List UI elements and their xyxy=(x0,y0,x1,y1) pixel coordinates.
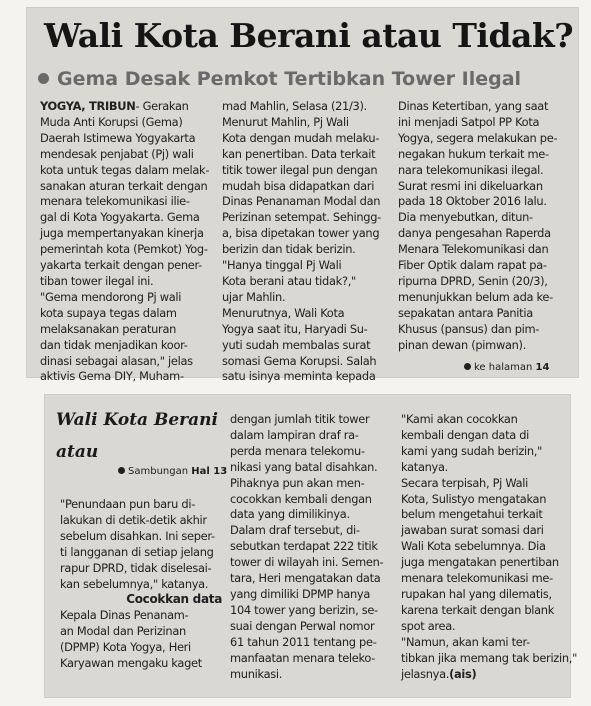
text-line: sebelum disahkan. Ini seper- xyxy=(60,528,215,543)
text-line: 104 tower yang berizin, se- xyxy=(230,602,378,617)
text-line: melaksanakan peraturan xyxy=(40,321,177,336)
text-line: mendesak penjabat (Pj) wali xyxy=(40,146,194,161)
continuation-column-3 xyxy=(401,412,578,682)
bullet-icon xyxy=(118,467,125,474)
text-line: Dinas Ketertiban, yang saat xyxy=(398,99,549,113)
article-subheadline xyxy=(38,66,521,92)
text-line: "Penundaan pun baru di- xyxy=(60,497,196,511)
text-line: ujar Mahlin. xyxy=(222,289,286,304)
text-line: "Hanya tinggal Pj Wali xyxy=(222,258,342,273)
text-line: ti langganan di setiap jelang xyxy=(60,544,214,559)
text-fragment: - Gerakan xyxy=(135,99,189,113)
continued-from-page: Hal 13 xyxy=(191,466,228,477)
text-line: Pihaknya pun akan men- xyxy=(230,475,365,490)
text-line: Dia menyebutkan, ditun- xyxy=(398,210,533,225)
text-line: Fiber Optik dalam rapat pa- xyxy=(398,258,547,273)
text-line: cocokkan kembali dengan xyxy=(230,491,372,506)
dateline: YOGYA, TRIBUN xyxy=(40,99,136,113)
text-line: kembali dengan data di xyxy=(401,427,530,442)
text-line: Kota dengan mudah melaku- xyxy=(222,130,380,145)
text-line xyxy=(40,99,216,115)
bullet-icon xyxy=(464,363,471,370)
text-line: yang dimiliki DPMP hanya xyxy=(230,586,371,601)
text-line: Yogya saat itu, Haryadi Su- xyxy=(222,321,368,336)
text-line: menunjukkan belum ada ke- xyxy=(398,289,553,304)
text-line: a, bisa dipetakan tower yang xyxy=(222,226,380,241)
text-line: juga mempertanyakan kinerja xyxy=(40,226,204,241)
text-line: kota supaya tegas dalam xyxy=(40,305,177,320)
text-line: titik tower ilegal pun dengan xyxy=(222,162,378,177)
text-line: "Kami akan cocokkan xyxy=(401,412,518,426)
subheadline-text: Gema Desak Pemkot Tertibkan Tower Ilegal xyxy=(57,68,522,90)
text-line: tibkan jika memang tak berizin," xyxy=(401,650,578,665)
text-line: lakukan di detik-detik akhir xyxy=(60,512,207,527)
text-line: berizin dan tidak berizin. xyxy=(222,242,356,257)
continued-from-text: Sambungan xyxy=(128,466,189,477)
text-line: perda menara telekomu- xyxy=(230,443,365,458)
text-line: menara telekomunikasi me- xyxy=(401,571,553,586)
text-line: dalam lampiran draf ra- xyxy=(230,427,359,442)
text-line: rapur DPRD, tidak diselesai- xyxy=(60,560,212,575)
text-line: manfaatan menara teleko- xyxy=(230,650,376,665)
continuation-headline-line1: Wali Kota Berani xyxy=(56,410,218,430)
text-line: dengan jumlah titik tower xyxy=(230,412,370,426)
continued-from-marker xyxy=(118,466,227,478)
text-line: dinasi sebagai alasan," jelas xyxy=(40,353,193,368)
text-line: suai dengan Perwal nomor xyxy=(230,618,375,633)
text-line: munikasi. xyxy=(230,666,283,681)
text-line: somasi Gema Korupsi. Salah xyxy=(222,353,377,368)
text-line: ripurna DPRD, Senin (20/3), xyxy=(398,273,548,288)
article-headline: Wali Kota Berani atau Tidak? xyxy=(44,16,574,55)
text-line: pemerintah kota (Pemkot) Yog- xyxy=(40,242,208,257)
text-line: kan sebelumnya," katanya. xyxy=(60,576,209,591)
text-line: negakan hukum terkait me- xyxy=(398,146,549,161)
article-column-3 xyxy=(398,99,570,354)
text-line: karena terkait dengan blank xyxy=(401,602,555,617)
text-line: Menurut Mahlin, Pj Wali xyxy=(222,114,349,129)
text-line: Yogya, segera melakukan pe- xyxy=(398,130,558,145)
continuation-column-1 xyxy=(60,497,226,672)
text-line: nara telekomunikasi ilegal. xyxy=(398,162,544,177)
text-line: Karyawan mengaku kaget xyxy=(60,656,202,671)
continuation-column-2 xyxy=(230,412,400,682)
text-line: Dalam draf tersebut, di- xyxy=(230,523,360,538)
text-line: nikasi yang batal disahkan. xyxy=(230,459,378,474)
continued-text: ke halaman xyxy=(474,362,533,373)
text-line: tiban tower ilegal ini. xyxy=(40,273,154,288)
continued-marker xyxy=(464,362,549,374)
text-line: Kepala Dinas Penanam- xyxy=(60,608,189,623)
text-line: yuti sudah membalas surat xyxy=(222,337,371,352)
text-line: tara, Heri mengatakan data xyxy=(230,571,381,586)
text-line: gal di Kota Yogyakarta. Gema xyxy=(40,210,200,225)
byline: (ais) xyxy=(449,666,477,681)
text-line: Dinas Penanaman Modal dan xyxy=(222,194,381,209)
text-line: satu isinya meminta kepada xyxy=(222,369,376,384)
text-line: 61 tahun 2011 tentang pe- xyxy=(230,634,377,649)
text-line: sepakatan antara Panitia xyxy=(398,305,533,320)
text-line: kami yang sudah berizin," xyxy=(401,443,543,458)
text-line: Muda Anti Korupsi (Gema) xyxy=(40,114,183,129)
text-line: mudah bisa didapatkan dari xyxy=(222,178,375,193)
text-line: Secara terpisah, Pj Wali xyxy=(401,475,528,490)
text-line: dan tidak menjadikan koor- xyxy=(40,337,188,352)
text-line: Kota, Sulistyo mengatakan xyxy=(401,491,547,506)
text-line: an Modal dan Perizinan xyxy=(60,624,186,639)
section-subhead: Cocokkan data xyxy=(126,592,222,607)
continuation-headline xyxy=(56,404,220,468)
text-line: juga mengatakan penertiban xyxy=(401,555,559,570)
text-line: spot area. xyxy=(401,618,456,633)
text-line: Menurutnya, Wali Kota xyxy=(222,305,345,320)
continuation-headline-line2: atau xyxy=(56,442,99,462)
text-line: yakarta terkait dengan pener- xyxy=(40,258,202,273)
text-line: ini menjadi Satpol PP Kota xyxy=(398,114,540,129)
text-line: katanya. xyxy=(401,459,448,474)
text-line: mad Mahlin, Selasa (21/3). xyxy=(222,99,367,113)
text-line: danya pengesahan Raperda xyxy=(398,226,551,241)
text-line: belum mengetahui terkait xyxy=(401,507,543,522)
article-column-2 xyxy=(222,99,394,385)
text-line: Menara Telekomunikasi dan xyxy=(398,242,549,257)
text-line: "Namun, akan kami ter- xyxy=(401,634,530,649)
text-line: (DPMP) Kota Yogya, Heri xyxy=(60,640,191,655)
text-line: pada 18 Oktober 2016 lalu. xyxy=(398,194,547,209)
text-line: Khusus (pansus) dan pim- xyxy=(398,321,540,336)
text-line: sanakan aturan terkait dengan xyxy=(40,178,208,193)
text-line: "Gema mendorong Pj wali xyxy=(40,289,182,304)
article-column-1 xyxy=(40,99,216,385)
text-line: aktivis Gema DIY, Muham- xyxy=(40,369,184,384)
text-line: kan penertiban. Data terkait xyxy=(222,146,376,161)
text-line: pinan dewan (pimwan). xyxy=(398,337,527,352)
continued-page: 14 xyxy=(535,362,550,373)
text-line: menara telekomunikasi ilie- xyxy=(40,194,190,209)
text-line: rupakan hal yang dilematis, xyxy=(401,586,552,601)
text-line: Kota berani atau tidak?," xyxy=(222,273,356,288)
text-line: jelasnya.(ais) xyxy=(401,666,477,681)
text-line: Wali Kota sebelumnya. Dia xyxy=(401,539,546,554)
text-line: Perizinan setempat. Sehingg- xyxy=(222,210,381,225)
text-line: sebutkan terdapat 222 titik xyxy=(230,539,378,554)
text-line: Surat resmi ini dikeluarkan xyxy=(398,178,543,193)
text-line: tower di wilayah ini. Semen- xyxy=(230,555,384,570)
text-line: Daerah Istimewa Yogyakarta xyxy=(40,130,196,145)
text-line: data yang dimilikinya. xyxy=(230,507,350,522)
text-line: kota untuk tegas dalam melak- xyxy=(40,162,210,177)
text-line: jawaban surat somasi dari xyxy=(401,523,544,538)
bullet-icon xyxy=(38,73,49,84)
